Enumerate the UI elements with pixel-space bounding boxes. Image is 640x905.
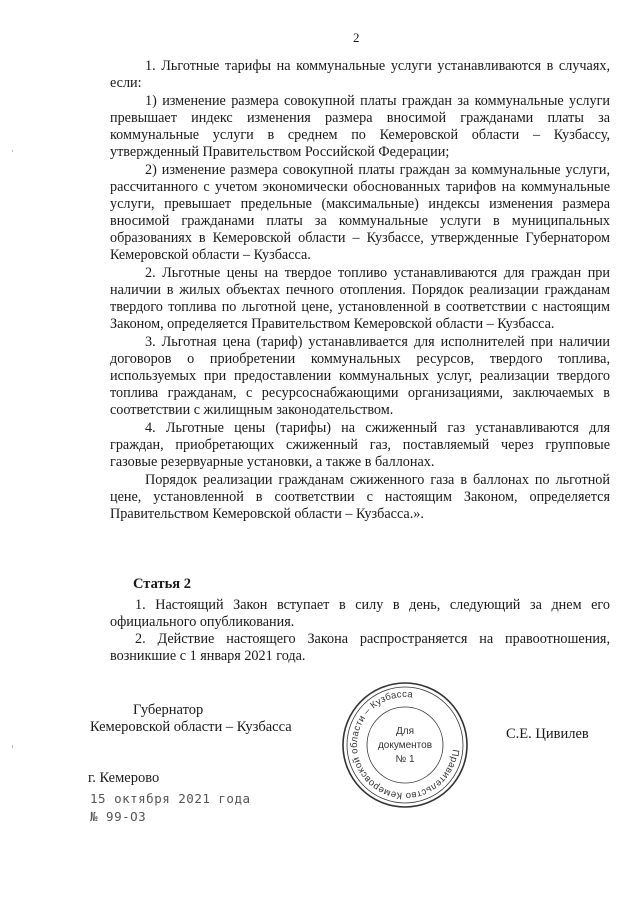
paragraph-4-procedure: Порядок реализации гражданам сжиженного газа в баллонах по льготной цене, установленной в соответствии с настоящим Законом, определяется Правительством Кемеровской области – Кузбасса.». (110, 472, 610, 522)
article-heading: Статья 2 (133, 576, 191, 592)
law-number: № 99-ОЗ (90, 809, 147, 824)
seal-ring-text: Правительство Кемеровской области – Кузбасса (348, 688, 461, 802)
official-seal-icon (335, 675, 475, 815)
governor-region: Кемеровской области – Кузбасса (90, 719, 292, 735)
signatory-name: С.Е. Цивилев (506, 726, 589, 742)
page-number: 2 (353, 30, 360, 45)
seal-center-line-1: Для (395, 726, 415, 737)
scan-margin-mark (12, 745, 13, 748)
seal-center-line-3: № 1 (395, 754, 415, 765)
article-item-1: 1. Настоящий Закон вступает в силу в день, следующий за днем его официального опубликования. (110, 597, 610, 630)
scan-margin-mark (12, 150, 13, 152)
signing-place: г. Кемерово (88, 770, 160, 786)
paragraph-1-sub-1: 1) изменение размера совокупной платы граждан за коммунальные услуги превышает индекс изменения размера вносимой гражданами платы за коммунальные услуги в среднем по Кемеровской области – Кузбассу, утвержденный Правительством Российской Федерации; (110, 93, 610, 160)
paragraph-4: 4. Льготные цены (тарифы) на сжиженный газ устанавливаются для граждан, приобретающих сжиженный газ, поставляемый через групповые газовые резервуарные установки, а также в баллонах. (110, 420, 610, 470)
article-item-2: 2. Действие настоящего Закона распространяется на правоотношения, возникшие с 1 января 2021 года. (110, 631, 610, 664)
signing-date: 15 октября 2021 года (90, 791, 251, 806)
document-body (110, 58, 610, 523)
paragraph-3: 3. Льготная цена (тариф) устанавливается для исполнителей при наличии договоров о приобретении коммунальных ресурсов, твердого топлива, используемых при предоставлении коммунальных услуг, реализации твердого топлива гражданам, с ресурсоснабжающими организациями, заключаемых в соответствии с жилищным законодательством. (110, 334, 610, 418)
paragraph-2: 2. Льготные цены на твердое топливо устанавливаются для граждан при наличии в жилых объектах печного отопления. Порядок реализации гражданам твердого топлива по льготной цене, установленной в соответствии с настоящим Законом, определяется Правительством Кемеровской области – Кузбасса. (110, 265, 610, 332)
governor-title: Губернатор (133, 702, 204, 718)
paragraph-1-sub-2: 2) изменение размера совокупной платы граждан за коммунальные услуги, рассчитанного с учетом экономически обоснованных тарифов на коммунальные услуги, превышает предельные (максимальные) индексы изменения размера вносимой гражданами платы за коммунальные услуги в муниципальных образованиях в Кемеровской области – Кузбассе, утвержденные Губернатором Кемеровской области – Кузбасса. (110, 162, 610, 263)
seal-center-line-2: документов (377, 740, 433, 751)
article-body (110, 597, 610, 665)
paragraph-1: 1. Льготные тарифы на коммунальные услуги устанавливаются в случаях, если: (110, 58, 610, 91)
